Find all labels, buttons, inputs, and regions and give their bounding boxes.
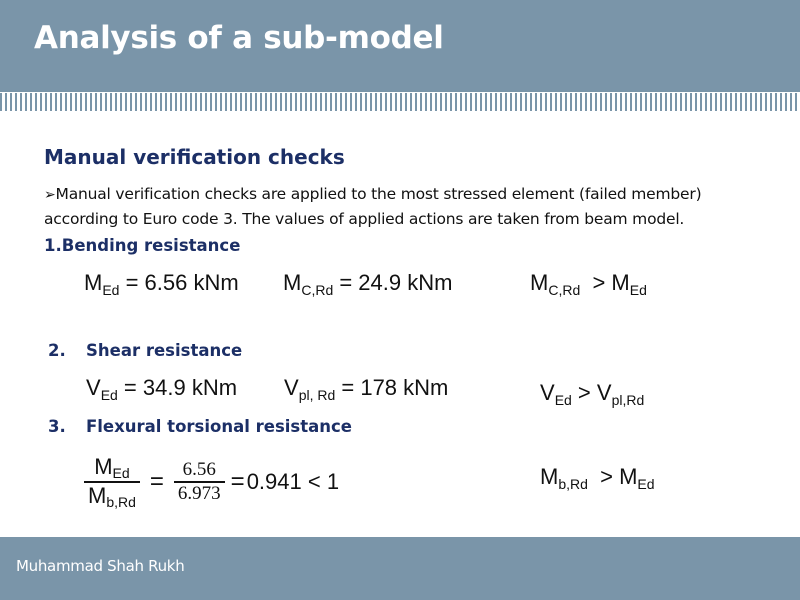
eq-value: = 6.56 kNm [119, 270, 239, 295]
check-title: Flexural torsional resistance [86, 417, 352, 436]
eq-value: = 178 kNm [335, 375, 449, 400]
slide-header [0, 0, 800, 92]
check-title: Bending resistance [61, 236, 241, 255]
flexural-ratio-equation [84, 452, 339, 512]
header-stripe-divider [0, 93, 800, 111]
author-name: Muhammad Shah Rukh [16, 557, 185, 575]
intro-text: Manual verification checks are applied to the most stressed element (failed member) according to Euro code 3. The values of applied actions are taken from beam model. [44, 185, 702, 228]
comparison-shear [540, 380, 644, 408]
check-heading-shear [48, 341, 242, 360]
den-subscript: b,Rd [106, 493, 136, 510]
cmp-op: > [587, 464, 620, 489]
comparison-flexural [540, 464, 655, 492]
eq-subscript: pl, Rd [298, 387, 336, 403]
cmp-lhs: M [530, 270, 549, 295]
check-title: Shear resistance [86, 341, 243, 360]
equation-m-ed [84, 270, 239, 298]
fraction-denominator: 6.973 [177, 482, 221, 504]
eq-symbol: M [84, 270, 103, 295]
cmp-rhs: M [619, 464, 638, 489]
eq-subscript: Ed [100, 387, 118, 403]
eq-symbol: V [86, 375, 101, 400]
fraction-med-over-mbrd [84, 454, 140, 509]
num-subscript: Ed [112, 465, 130, 482]
comparison-bending [530, 270, 647, 298]
equals-sign: = [230, 468, 245, 495]
cmp-lhs-sub: C,Rd [548, 282, 581, 298]
fraction-numerator [90, 454, 133, 481]
eq-value: = 34.9 kNm [117, 375, 238, 400]
cmp-lhs-sub: Ed [554, 392, 572, 408]
check-heading-flexural-torsional [48, 417, 352, 436]
cmp-rhs: V [596, 380, 612, 405]
equation-v-ed [86, 375, 237, 403]
fraction-numeric [174, 459, 225, 504]
num-symbol: M [94, 454, 113, 480]
eq-value: = 24.9 kNm [333, 270, 453, 295]
cmp-rhs: M [611, 270, 630, 295]
cmp-lhs: V [540, 380, 555, 405]
section-title: Manual verification checks [44, 145, 345, 169]
slide-title: Analysis of a sub-model [34, 20, 444, 56]
eq-symbol: V [284, 375, 299, 400]
cmp-rhs-sub: pl,Rd [611, 392, 645, 408]
fraction-numerator: 6.56 [182, 459, 216, 481]
eq-subscript: Ed [102, 282, 120, 298]
check-number: 3. [48, 417, 66, 436]
equation-v-pl-rd [284, 375, 448, 403]
equation-m-c-rd [283, 270, 452, 298]
eq-symbol: M [283, 270, 302, 295]
check-number: 2. [48, 341, 66, 360]
eq-subscript: C,Rd [301, 282, 334, 298]
ratio-result: 0.941 < 1 [246, 469, 340, 494]
intro-paragraph [44, 182, 774, 231]
fraction-denominator [84, 483, 140, 510]
check-heading-bending [44, 236, 240, 255]
arrow-bullet-icon: ➢ [44, 187, 56, 203]
cmp-lhs: M [540, 464, 559, 489]
cmp-rhs-sub: Ed [637, 476, 655, 492]
check-number: 1. [44, 236, 62, 255]
den-symbol: M [88, 482, 107, 508]
cmp-lhs-sub: b,Rd [558, 476, 588, 492]
cmp-op: > [580, 270, 612, 295]
slide-footer [0, 537, 800, 600]
equals-sign: = [149, 468, 164, 495]
cmp-op: > [571, 380, 597, 405]
cmp-rhs-sub: Ed [629, 282, 647, 298]
